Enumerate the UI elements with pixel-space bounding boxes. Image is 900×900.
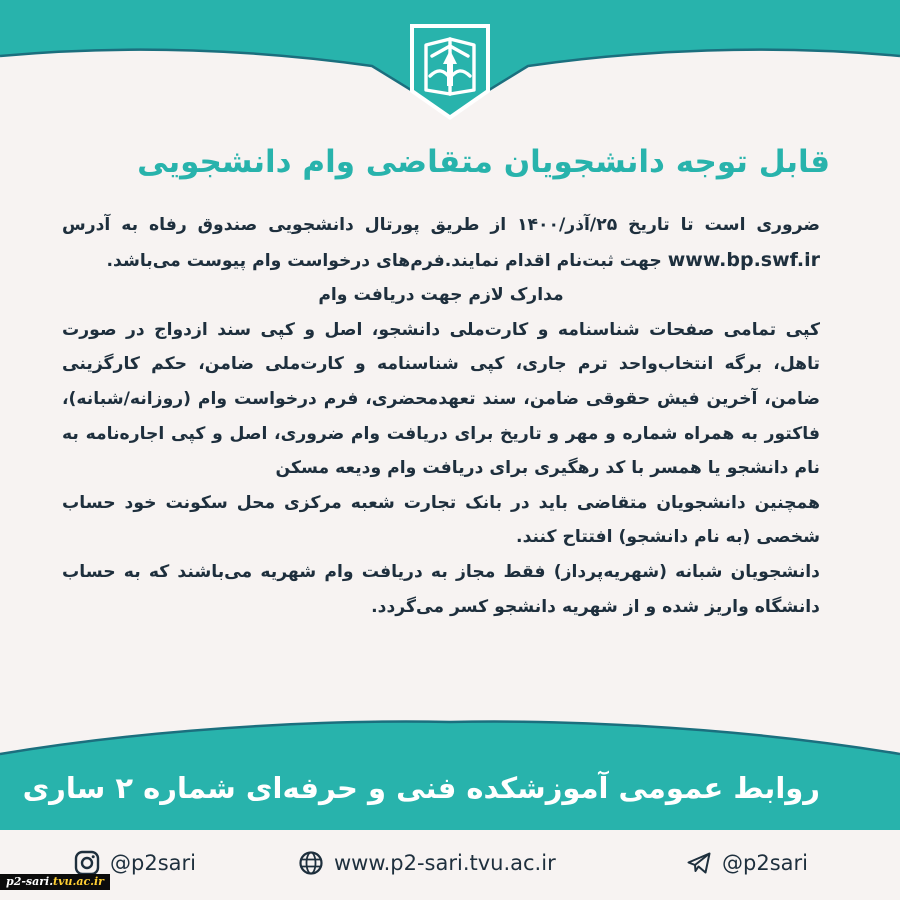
- globe-icon: [298, 850, 324, 876]
- telegram-handle: @p2sari: [722, 851, 808, 875]
- website-url: www.p2-sari.tvu.ac.ir: [334, 851, 556, 875]
- announcement-body: [62, 208, 820, 624]
- telegram-icon: [686, 850, 712, 876]
- registration-paragraph: [62, 208, 820, 278]
- documents-list: کپی تمامی صفحات شناسنامه و کارت‌ملی دانشجو، اصل و کپی سند ازدواج در صورت تاهل، برگه انتخاب‌واحد ترم جاری، کپی شناسنامه و کارت‌ملی ضامن، حکم کارگزینی ضامن، آخرین فیش حقوقی ضامن، سند تعهدمحضری، فرم درخواست وام (روزانه/شبانه)، فاکتور به همراه شماره و مهر و تاریخ برای دریافت وام ضروری، اصل و کپی اجاره‌نامه به نام دانشجو یا همسر با کد رهگیری برای دریافت وام ودیعه مسکن: [62, 319, 820, 479]
- tuition-note: دانشجویان شبانه (شهریه‌پرداز) فقط مجاز به دریافت وام شهریه می‌باشند که به حساب دانشگاه واریز شده و از شهریه دانشجو کسر می‌گردد.: [62, 561, 820, 617]
- telegram-contact[interactable]: [686, 846, 808, 880]
- tvu-logo-icon: [410, 24, 490, 120]
- registration-text-end: جهت ثبت‌نام اقدام نمایند.فرم‌های درخواست وام پیوست می‌باشد.: [106, 250, 668, 271]
- site-watermark: [0, 874, 110, 890]
- footer-title: روابط عمومی آموزشکده فنی و حرفه‌ای شماره ۲ ساری: [22, 771, 820, 805]
- page-title: قابل توجه دانشجویان متقاضی وام دانشجویی: [137, 144, 830, 180]
- watermark-suffix: tvu.ac.ir: [53, 875, 104, 888]
- instagram-handle: @p2sari: [110, 851, 196, 875]
- registration-text-start: ضروری است تا تاریخ ۲۵/آذر/۱۴۰۰ از طریق پورتال دانشجویی صندوق رفاه به آدرس: [62, 215, 820, 235]
- watermark-prefix: p2-sari.: [6, 875, 54, 888]
- portal-url-link[interactable]: www.bp.swf.ir: [667, 248, 820, 271]
- instagram-icon: [74, 850, 100, 876]
- bank-note: همچنین دانشجویان متقاضی باید در بانک تجارت شعبه مرکزی محل سکونت خود حساب شخصی (به نام دانشجو) افتتاح کنند.: [62, 492, 820, 548]
- website-contact[interactable]: [298, 846, 556, 880]
- documents-heading: مدارک لازم جهت دریافت وام: [318, 285, 564, 306]
